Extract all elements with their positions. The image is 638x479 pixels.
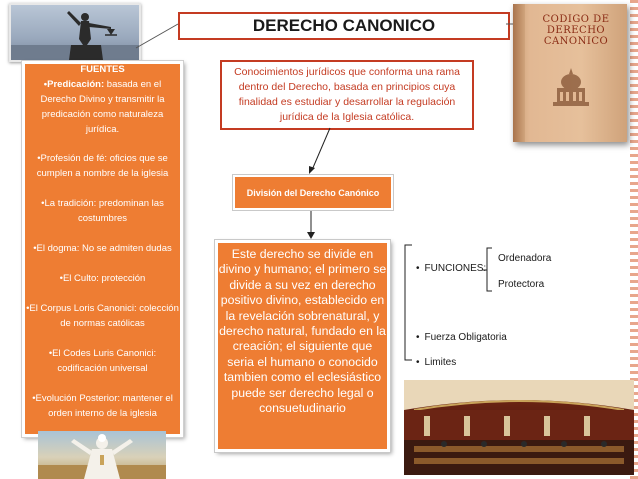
fuerza-obligatoria-item: • Fuerza Obligatoria <box>416 332 507 343</box>
funciones-item: • FUNCIONES: <box>416 263 487 274</box>
book-cover-title: CODIGO DE DERECHO CANONICO <box>542 14 610 47</box>
fuentes-item-dogma: •El dogma: No se admiten dudas <box>33 243 172 254</box>
page-title: DERECHO CANONICO <box>178 12 510 40</box>
definition-text: Conocimientos jurídicos que conforma una rama dentro del Derecho, basada en principios cuya finalidad es estudiar y desarrollar la regulación jurídica de la Iglesia católica. <box>234 66 460 123</box>
fuentes-item-tradicion: •La tradición: predominan las costumbres <box>41 198 164 224</box>
limites-item: • Limites <box>416 357 457 368</box>
division-label-box <box>233 175 393 210</box>
fuentes-item-evolucion: •Evolución Posterior: mantener el orden interno de la iglesia <box>32 393 173 419</box>
division-description-text: Este derecho se divide en divino y humano; el primero se divide a su vez en derecho positivo divino, establecido en la revelación sobrenatural, y derecho natural, fundado en la creación; el siguiente que seria el humano o conocido tambien como el eclesiástico puede ser derecho legal o consuetudinario <box>218 247 387 416</box>
church-chamber-image <box>404 380 634 475</box>
funciones-label: FUNCIONES: <box>424 263 487 274</box>
fuerza-obligatoria-label: Fuerza Obligatoria <box>424 332 507 343</box>
fuentes-item-profesion: •Profesión de fé: oficios que se cumplen a nombre de la iglesia <box>36 153 169 179</box>
fuentes-item-codes: •El Codes Luris Canonici: codificación universal <box>48 348 157 374</box>
fuentes-item-culto: •El Culto: protección <box>59 273 146 284</box>
fuentes-item-corpus: •El Corpus Loris Canonici: colección de normas católicas <box>26 303 179 329</box>
protectora-label: Protectora <box>498 279 545 290</box>
fuentes-item-predicacion: •Predicación: basada en el Derecho Divino y transmitir la predicación como naturaleza jurídica. <box>40 79 165 135</box>
pope-image <box>38 431 166 479</box>
ordenadora-label: Ordenadora <box>498 253 552 264</box>
limites-label: Limites <box>424 357 457 368</box>
division-label: División del Derecho Canónico <box>246 187 380 198</box>
division-description-box <box>215 240 390 452</box>
fuentes-heading: FUENTES <box>80 64 125 75</box>
